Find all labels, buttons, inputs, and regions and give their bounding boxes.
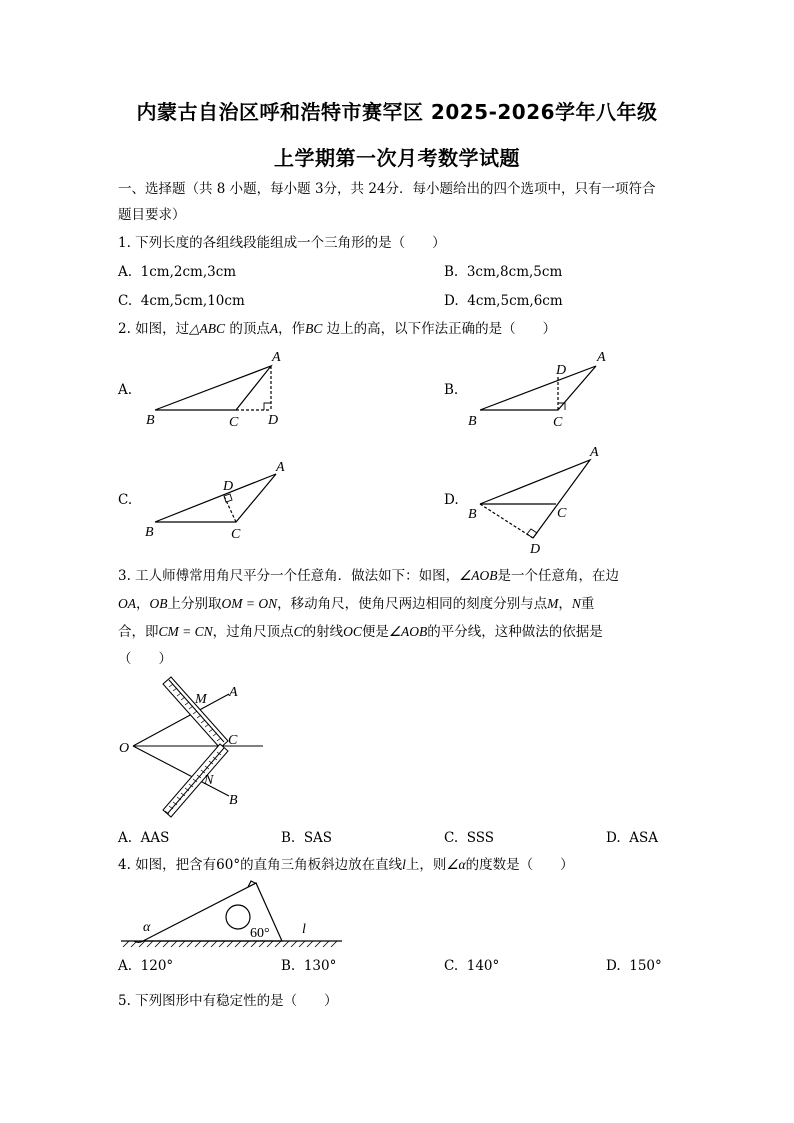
question-3-line-1: 3. 工人师傅常用角尺平分一个任意角．做法如下：如图，∠AOB是一个任意角，在边 (118, 568, 620, 584)
question-2-stem: 2. 如图，过△ABC 的顶点A，作BC 边上的高，以下作法正确的是（ ） (118, 321, 557, 337)
q4-option-a[interactable]: A. 120° (118, 958, 174, 974)
q2-option-d-label[interactable]: D. (444, 492, 459, 508)
question-3-line-3: 合，即CM = CN，过角尺顶点C的射线OC便是∠AOB的平分线，这种做法的依据是 (118, 624, 603, 640)
q3-option-c[interactable]: C. SSS (444, 830, 495, 846)
q3-option-d[interactable]: D. ASA (606, 830, 658, 846)
q1-option-d[interactable]: D. 4cm,5cm,6cm (444, 293, 563, 309)
question-1-stem: 1. 下列长度的各组线段能组成一个三角形的是（ ） (118, 235, 446, 251)
q3-label-a: A (229, 685, 238, 700)
q4-ground-hatch (123, 941, 337, 947)
q2-option-b-label[interactable]: B. (444, 382, 459, 398)
q2-figure-c (155, 474, 276, 522)
q2c-label-b: B (145, 525, 154, 540)
q2a-label-a: A (272, 350, 281, 365)
q4-option-c[interactable]: C. 140° (444, 958, 500, 974)
q2b-label-d: D (556, 363, 567, 378)
q3-option-a[interactable]: A. AAS (118, 830, 170, 846)
q2c-label-a: A (276, 460, 285, 475)
q2d-label-b: B (468, 507, 477, 522)
q3-label-n: N (204, 773, 214, 788)
q1-option-c[interactable]: C. 4cm,5cm,10cm (118, 293, 245, 309)
q2-option-a-label[interactable]: A. (118, 382, 133, 398)
section-heading-cont: 题目要求） (118, 207, 186, 223)
q2b-label-c: C (553, 415, 563, 430)
q2d-label-d: D (530, 542, 541, 557)
q2-figure-a (155, 366, 271, 410)
q4-option-d[interactable]: D. 150° (606, 958, 662, 974)
question-3-line-4: （ ） (118, 651, 172, 667)
section-heading: 一、选择题（共 8 小题，每小题 3分，共 24分．每小题给出的四个选项中，只有一项符合 (118, 181, 656, 197)
q3-label-c: C (228, 733, 238, 748)
q2-figure-b (480, 366, 596, 410)
question-3-line-2: OA，OB上分别取OM = ON，移动角尺，使角尺两边相同的刻度分别与点M，N重 (118, 596, 595, 612)
q4-label-alpha: α (143, 920, 151, 935)
q2-figure-d (480, 460, 590, 538)
q1-option-a[interactable]: A. 1cm,2cm,3cm (118, 264, 237, 280)
q2d-label-c: C (557, 506, 567, 521)
question-5-stem: 5. 下列图形中有稳定性的是（ ） (118, 993, 338, 1009)
q2d-label-a: A (590, 445, 599, 460)
q4-option-b[interactable]: B. 130° (281, 958, 337, 974)
question-4-stem: 4. 如图，把含有60°的直角三角板斜边放在直线l上，则∠α的度数是（ ） (118, 857, 574, 873)
q4-label-l: l (302, 922, 306, 937)
q4-triangle-figure (121, 881, 342, 942)
q4-label-60: 60° (250, 926, 270, 941)
q1-option-b[interactable]: B. 3cm,8cm,5cm (444, 264, 563, 280)
q2c-label-d: D (223, 479, 234, 494)
q2b-label-a: A (597, 350, 606, 365)
q3-option-b[interactable]: B. SAS (281, 830, 333, 846)
q2b-label-b: B (468, 414, 477, 429)
page-title: 内蒙古自治区呼和浩特市赛罕区 2025-2026学年八年级 (136, 100, 658, 124)
q2a-label-c: C (229, 415, 239, 430)
q2a-label-d: D (268, 413, 279, 428)
q2c-label-c: C (231, 527, 241, 542)
page-subtitle: 上学期第一次月考数学试题 (274, 146, 520, 170)
q3-label-b: B (229, 793, 238, 808)
q2-option-c-label[interactable]: C. (118, 492, 133, 508)
q3-label-o: O (119, 741, 130, 756)
q3-label-m: M (195, 692, 207, 707)
q2a-label-b: B (146, 413, 155, 428)
